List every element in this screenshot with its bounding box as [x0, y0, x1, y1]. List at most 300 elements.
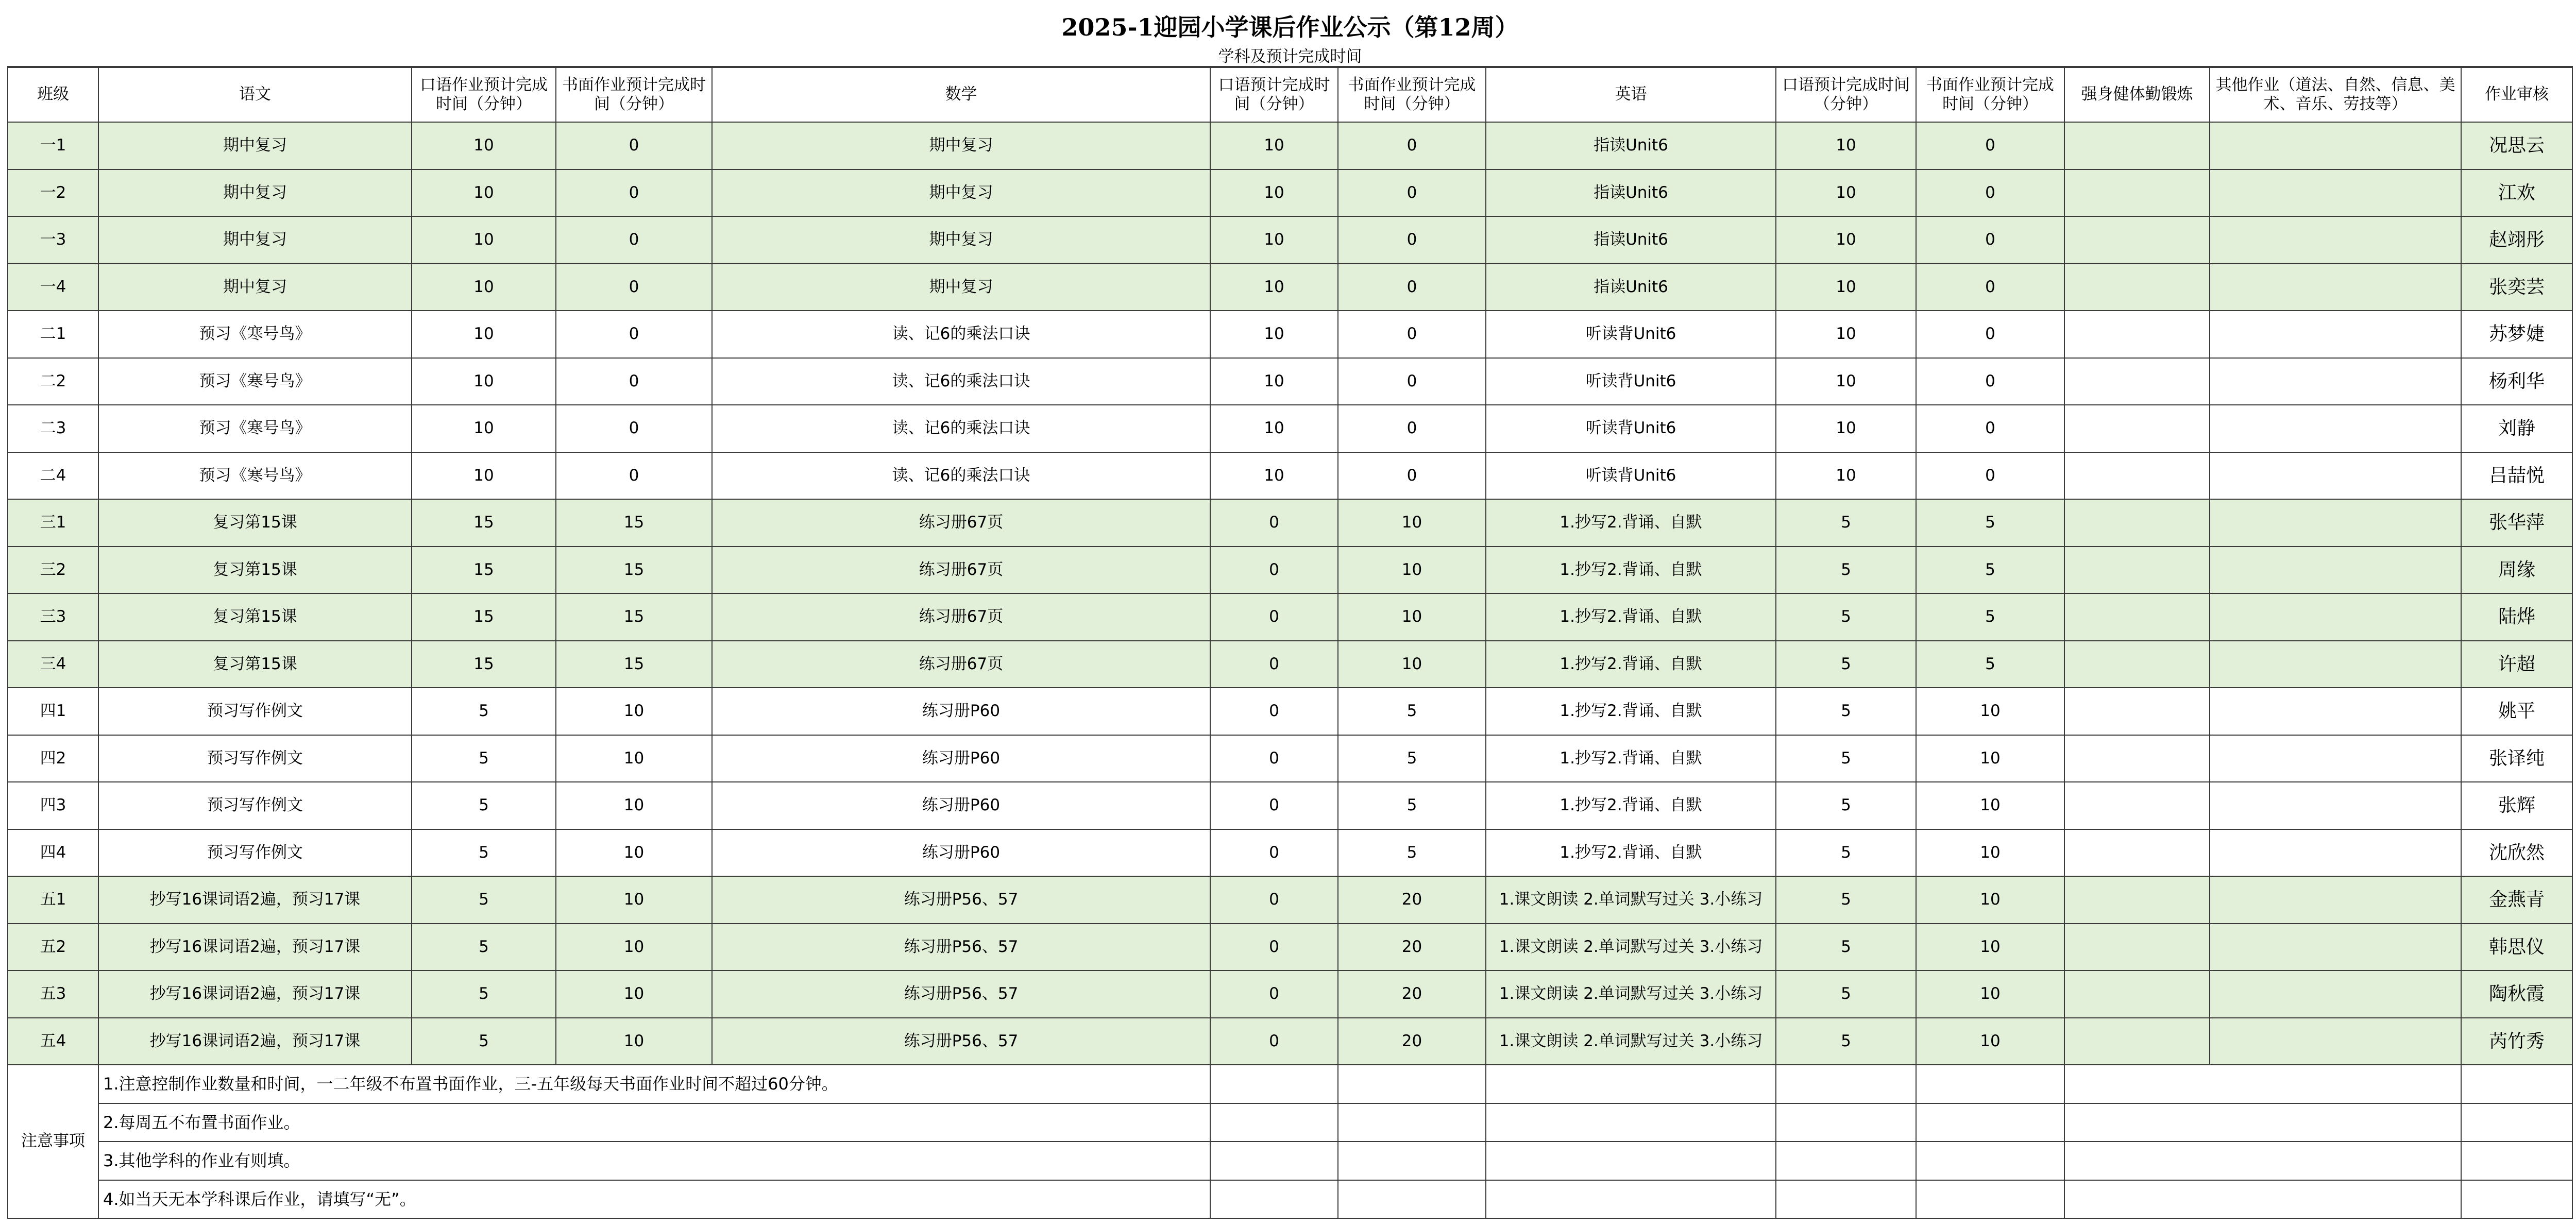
homework-cell[interactable] [2210, 877, 2462, 924]
minutes-cell[interactable]: 10 [556, 877, 713, 924]
minutes-cell[interactable]: 5 [1776, 924, 1917, 972]
homework-cell[interactable] [2065, 594, 2210, 641]
note-text: 4.如当天无本学科课后作业，请填写“无”。 [99, 1181, 1211, 1219]
homework-cell[interactable]: 练习册P56、57 [713, 877, 1211, 924]
empty-cell[interactable] [1486, 1104, 1776, 1143]
homework-cell[interactable] [2210, 971, 2462, 1018]
minutes-cell[interactable]: 10 [1776, 359, 1917, 406]
empty-cell[interactable] [1776, 1104, 1917, 1143]
homework-cell[interactable] [2065, 217, 2210, 264]
minutes-cell[interactable]: 10 [412, 359, 556, 406]
minutes-cell[interactable]: 10 [412, 405, 556, 453]
minutes-cell[interactable]: 5 [1338, 830, 1486, 877]
homework-cell[interactable]: 期中复习 [713, 264, 1211, 312]
reviewer-cell[interactable]: 江欢 [2462, 170, 2573, 217]
homework-cell[interactable]: 预习《寒号鸟》 [99, 453, 412, 500]
homework-cell[interactable] [2210, 500, 2462, 547]
class-name-cell[interactable]: 四1 [7, 688, 99, 736]
homework-cell[interactable]: 期中复习 [713, 217, 1211, 264]
class-name-cell[interactable]: 二4 [7, 453, 99, 500]
minutes-cell[interactable]: 0 [1338, 123, 1486, 170]
minutes-cell[interactable]: 5 [1917, 594, 2065, 641]
homework-cell[interactable] [2210, 688, 2462, 736]
homework-cell[interactable]: 期中复习 [713, 123, 1211, 170]
minutes-cell[interactable]: 10 [1776, 264, 1917, 312]
minutes-cell[interactable]: 10 [556, 971, 713, 1018]
reviewer-cell[interactable]: 陆烨 [2462, 594, 2573, 641]
homework-cell[interactable]: 预习《寒号鸟》 [99, 359, 412, 406]
minutes-cell[interactable]: 10 [1211, 359, 1338, 406]
minutes-cell[interactable]: 0 [1338, 405, 1486, 453]
homework-cell[interactable]: 指读Unit6 [1486, 217, 1776, 264]
empty-cell[interactable] [1338, 1104, 1486, 1143]
minutes-cell[interactable]: 10 [1776, 311, 1917, 359]
minutes-cell[interactable]: 10 [1338, 547, 1486, 594]
reviewer-cell[interactable]: 周缘 [2462, 547, 2573, 594]
homework-cell[interactable] [2065, 924, 2210, 972]
homework-cell[interactable] [2210, 217, 2462, 264]
minutes-cell[interactable]: 0 [1211, 1018, 1338, 1066]
note-text: 1.注意控制作业数量和时间，一二年级不布置书面作业，三-五年级每天书面作业时间不超过60分钟。 [99, 1065, 1211, 1104]
homework-cell[interactable] [2210, 924, 2462, 972]
minutes-cell[interactable]: 10 [556, 736, 713, 783]
homework-cell[interactable]: 预习《寒号鸟》 [99, 405, 412, 453]
minutes-cell[interactable]: 5 [1776, 736, 1917, 783]
class-name-cell[interactable]: 四2 [7, 736, 99, 783]
minutes-cell[interactable]: 15 [412, 641, 556, 689]
homework-cell[interactable] [2065, 311, 2210, 359]
homework-cell[interactable]: 练习册P56、57 [713, 1018, 1211, 1066]
minutes-cell[interactable]: 15 [556, 594, 713, 641]
reviewer-cell[interactable]: 苏梦婕 [2462, 311, 2573, 359]
minutes-cell[interactable]: 0 [1211, 594, 1338, 641]
homework-cell[interactable]: 读、记6的乘法口诀 [713, 359, 1211, 406]
minutes-cell[interactable]: 10 [1211, 123, 1338, 170]
minutes-cell[interactable]: 5 [412, 924, 556, 972]
column-header: 口语预计完成时间（分钟） [1776, 67, 1917, 123]
homework-cell[interactable]: 1.抄写2.背诵、自默 [1486, 547, 1776, 594]
homework-cell[interactable] [2065, 688, 2210, 736]
minutes-cell[interactable]: 10 [1211, 264, 1338, 312]
homework-cell[interactable]: 预习写作例文 [99, 688, 412, 736]
reviewer-cell[interactable]: 张奕芸 [2462, 264, 2573, 312]
homework-cell[interactable]: 期中复习 [99, 264, 412, 312]
minutes-cell[interactable]: 5 [1917, 547, 2065, 594]
reviewer-cell[interactable]: 韩思仪 [2462, 924, 2573, 972]
homework-cell[interactable] [2210, 641, 2462, 689]
empty-cell[interactable] [2065, 1181, 2462, 1219]
class-name-cell[interactable]: 五1 [7, 877, 99, 924]
minutes-cell[interactable]: 10 [1211, 217, 1338, 264]
minutes-cell[interactable]: 15 [556, 500, 713, 547]
class-name-cell[interactable]: 四3 [7, 782, 99, 830]
homework-cell[interactable]: 预习写作例文 [99, 782, 412, 830]
homework-cell[interactable] [2210, 170, 2462, 217]
homework-cell[interactable] [2210, 547, 2462, 594]
minutes-cell[interactable]: 0 [1211, 924, 1338, 972]
minutes-cell[interactable]: 10 [1776, 170, 1917, 217]
minutes-cell[interactable]: 0 [1917, 311, 2065, 359]
homework-cell[interactable]: 抄写16课词语2遍，预习17课 [99, 971, 412, 1018]
empty-cell[interactable] [2462, 1181, 2573, 1219]
homework-cell[interactable]: 预习《寒号鸟》 [99, 311, 412, 359]
reviewer-cell[interactable]: 张华萍 [2462, 500, 2573, 547]
homework-cell[interactable]: 练习册67页 [713, 500, 1211, 547]
homework-cell[interactable]: 指读Unit6 [1486, 264, 1776, 312]
minutes-cell[interactable]: 10 [1776, 405, 1917, 453]
minutes-cell[interactable]: 5 [1917, 500, 2065, 547]
homework-cell[interactable] [2065, 170, 2210, 217]
minutes-cell[interactable]: 5 [412, 736, 556, 783]
minutes-cell[interactable]: 10 [412, 217, 556, 264]
homework-cell[interactable]: 练习册P60 [713, 736, 1211, 783]
minutes-cell[interactable]: 0 [1211, 736, 1338, 783]
minutes-cell[interactable]: 10 [1917, 1018, 2065, 1066]
minutes-cell[interactable]: 0 [1338, 264, 1486, 312]
homework-cell[interactable]: 1.抄写2.背诵、自默 [1486, 830, 1776, 877]
homework-cell[interactable] [2065, 123, 2210, 170]
reviewer-cell[interactable]: 况思云 [2462, 123, 2573, 170]
homework-cell[interactable] [2065, 1018, 2210, 1066]
minutes-cell[interactable]: 10 [1338, 594, 1486, 641]
homework-cell[interactable]: 1.抄写2.背诵、自默 [1486, 594, 1776, 641]
homework-cell[interactable]: 练习册P56、57 [713, 971, 1211, 1018]
minutes-cell[interactable]: 10 [556, 924, 713, 972]
homework-cell[interactable]: 预习写作例文 [99, 736, 412, 783]
minutes-cell[interactable]: 10 [556, 830, 713, 877]
class-name-cell[interactable]: 五2 [7, 924, 99, 972]
minutes-cell[interactable]: 10 [1338, 500, 1486, 547]
reviewer-cell[interactable]: 芮竹秀 [2462, 1018, 2573, 1066]
homework-cell[interactable]: 听读背Unit6 [1486, 453, 1776, 500]
minutes-cell[interactable]: 10 [1917, 971, 2065, 1018]
homework-cell[interactable] [2210, 736, 2462, 783]
homework-cell[interactable]: 复习第15课 [99, 547, 412, 594]
minutes-cell[interactable]: 0 [1338, 311, 1486, 359]
minutes-cell[interactable]: 20 [1338, 924, 1486, 972]
homework-cell[interactable]: 读、记6的乘法口诀 [713, 453, 1211, 500]
homework-cell[interactable]: 抄写16课词语2遍，预习17课 [99, 877, 412, 924]
empty-cell[interactable] [1917, 1142, 2065, 1181]
minutes-cell[interactable]: 0 [1211, 782, 1338, 830]
homework-cell[interactable]: 抄写16课词语2遍，预习17课 [99, 1018, 412, 1066]
homework-cell[interactable] [2065, 736, 2210, 783]
homework-cell[interactable]: 1.课文朗读 2.单词默写过关 3.小练习 [1486, 877, 1776, 924]
class-name-cell[interactable]: 一2 [7, 170, 99, 217]
column-header: 口语作业预计完成时间（分钟） [412, 67, 556, 123]
minutes-cell[interactable]: 15 [412, 547, 556, 594]
homework-cell[interactable] [2065, 641, 2210, 689]
reviewer-cell[interactable]: 金燕青 [2462, 877, 2573, 924]
minutes-cell[interactable]: 10 [1917, 830, 2065, 877]
minutes-cell[interactable]: 0 [556, 264, 713, 312]
empty-cell[interactable] [1211, 1142, 1338, 1181]
homework-cell[interactable]: 期中复习 [713, 170, 1211, 217]
empty-cell[interactable] [1776, 1142, 1917, 1181]
homework-cell[interactable]: 复习第15课 [99, 500, 412, 547]
minutes-cell[interactable]: 0 [1917, 123, 2065, 170]
empty-cell[interactable] [2065, 1065, 2462, 1104]
minutes-cell[interactable]: 10 [556, 688, 713, 736]
reviewer-cell[interactable]: 赵翊彤 [2462, 217, 2573, 264]
homework-cell[interactable]: 复习第15课 [99, 594, 412, 641]
class-name-cell[interactable]: 三2 [7, 547, 99, 594]
class-name-cell[interactable]: 一1 [7, 123, 99, 170]
minutes-cell[interactable]: 10 [412, 264, 556, 312]
column-header: 作业审核 [2462, 67, 2573, 123]
column-header: 强身健体勤锻炼 [2065, 67, 2210, 123]
minutes-cell[interactable]: 5 [412, 782, 556, 830]
minutes-cell[interactable]: 0 [1211, 547, 1338, 594]
reviewer-cell[interactable]: 沈欣然 [2462, 830, 2573, 877]
empty-cell[interactable] [1211, 1104, 1338, 1143]
minutes-cell[interactable]: 0 [556, 217, 713, 264]
column-header: 数学 [713, 67, 1211, 123]
minutes-cell[interactable]: 5 [412, 971, 556, 1018]
class-name-cell[interactable]: 二2 [7, 359, 99, 406]
minutes-cell[interactable]: 0 [1211, 688, 1338, 736]
minutes-cell[interactable]: 10 [412, 453, 556, 500]
homework-cell[interactable] [2210, 830, 2462, 877]
minutes-cell[interactable]: 10 [412, 311, 556, 359]
homework-cell[interactable] [2210, 359, 2462, 406]
minutes-cell[interactable]: 5 [1338, 736, 1486, 783]
homework-cell[interactable]: 练习册67页 [713, 641, 1211, 689]
homework-cell[interactable]: 练习册P60 [713, 830, 1211, 877]
homework-cell[interactable]: 1.课文朗读 2.单词默写过关 3.小练习 [1486, 924, 1776, 972]
minutes-cell[interactable]: 5 [412, 877, 556, 924]
reviewer-cell[interactable]: 刘静 [2462, 405, 2573, 453]
minutes-cell[interactable]: 10 [1917, 688, 2065, 736]
empty-cell[interactable] [1917, 1104, 2065, 1143]
minutes-cell[interactable]: 20 [1338, 1018, 1486, 1066]
minutes-cell[interactable]: 15 [556, 641, 713, 689]
reviewer-cell[interactable]: 姚平 [2462, 688, 2573, 736]
minutes-cell[interactable]: 5 [412, 1018, 556, 1066]
minutes-cell[interactable]: 15 [556, 547, 713, 594]
empty-cell[interactable] [1211, 1181, 1338, 1219]
minutes-cell[interactable]: 10 [1776, 453, 1917, 500]
minutes-cell[interactable]: 5 [412, 830, 556, 877]
note-text: 2.每周五不布置书面作业。 [99, 1104, 1211, 1143]
minutes-cell[interactable]: 10 [1917, 924, 2065, 972]
empty-cell[interactable] [1917, 1065, 2065, 1104]
class-name-cell[interactable]: 一3 [7, 217, 99, 264]
minutes-cell[interactable]: 5 [1776, 594, 1917, 641]
empty-cell[interactable] [1776, 1181, 1917, 1219]
homework-cell[interactable]: 听读背Unit6 [1486, 311, 1776, 359]
homework-cell[interactable]: 读、记6的乘法口诀 [713, 405, 1211, 453]
empty-cell[interactable] [2462, 1142, 2573, 1181]
class-name-cell[interactable]: 五3 [7, 971, 99, 1018]
homework-cell[interactable] [2210, 594, 2462, 641]
minutes-cell[interactable]: 0 [1917, 405, 2065, 453]
minutes-cell[interactable]: 5 [1776, 971, 1917, 1018]
minutes-cell[interactable]: 0 [1211, 877, 1338, 924]
minutes-cell[interactable]: 10 [1211, 405, 1338, 453]
minutes-cell[interactable]: 5 [1776, 500, 1917, 547]
empty-cell[interactable] [1486, 1142, 1776, 1181]
homework-cell[interactable] [2210, 453, 2462, 500]
empty-cell[interactable] [1917, 1181, 2065, 1219]
reviewer-cell[interactable]: 许超 [2462, 641, 2573, 689]
reviewer-cell[interactable]: 陶秋霞 [2462, 971, 2573, 1018]
minutes-cell[interactable]: 0 [1917, 264, 2065, 312]
minutes-cell[interactable]: 10 [1338, 641, 1486, 689]
homework-cell[interactable] [2210, 123, 2462, 170]
homework-cell[interactable]: 1.抄写2.背诵、自默 [1486, 688, 1776, 736]
column-header: 其他作业（道法、自然、信息、美术、音乐、劳技等） [2210, 67, 2462, 123]
class-name-cell[interactable]: 五4 [7, 1018, 99, 1066]
homework-cell[interactable]: 练习册67页 [713, 547, 1211, 594]
minutes-cell[interactable]: 10 [1776, 217, 1917, 264]
homework-cell[interactable]: 练习册P56、57 [713, 924, 1211, 972]
minutes-cell[interactable]: 0 [1338, 453, 1486, 500]
homework-cell[interactable] [2210, 405, 2462, 453]
class-name-cell[interactable]: 二1 [7, 311, 99, 359]
minutes-cell[interactable]: 5 [1776, 547, 1917, 594]
minutes-cell[interactable]: 5 [1338, 688, 1486, 736]
minutes-cell[interactable]: 0 [1917, 170, 2065, 217]
minutes-cell[interactable]: 0 [556, 170, 713, 217]
homework-cell[interactable]: 1.抄写2.背诵、自默 [1486, 500, 1776, 547]
minutes-cell[interactable]: 15 [412, 500, 556, 547]
reviewer-cell[interactable]: 张辉 [2462, 782, 2573, 830]
homework-cell[interactable]: 1.课文朗读 2.单词默写过关 3.小练习 [1486, 1018, 1776, 1066]
homework-cell[interactable]: 练习册67页 [713, 594, 1211, 641]
minutes-cell[interactable]: 10 [1211, 170, 1338, 217]
minutes-cell[interactable]: 0 [1338, 217, 1486, 264]
minutes-cell[interactable]: 10 [556, 1018, 713, 1066]
class-name-cell[interactable]: 四4 [7, 830, 99, 877]
homework-cell[interactable]: 听读背Unit6 [1486, 405, 1776, 453]
homework-cell[interactable]: 复习第15课 [99, 641, 412, 689]
minutes-cell[interactable]: 5 [412, 688, 556, 736]
minutes-cell[interactable]: 20 [1338, 877, 1486, 924]
minutes-cell[interactable]: 0 [1338, 359, 1486, 406]
minutes-cell[interactable]: 15 [412, 594, 556, 641]
reviewer-cell[interactable]: 张译纯 [2462, 736, 2573, 783]
minutes-cell[interactable]: 5 [1776, 782, 1917, 830]
empty-cell[interactable] [2065, 1142, 2462, 1181]
empty-cell[interactable] [1338, 1181, 1486, 1219]
homework-cell[interactable]: 期中复习 [99, 170, 412, 217]
minutes-cell[interactable]: 0 [1338, 170, 1486, 217]
minutes-cell[interactable]: 0 [1211, 641, 1338, 689]
empty-cell[interactable] [2065, 1104, 2462, 1143]
homework-cell[interactable]: 听读背Unit6 [1486, 359, 1776, 406]
homework-cell[interactable] [2065, 547, 2210, 594]
minutes-cell[interactable]: 10 [1211, 311, 1338, 359]
minutes-cell[interactable]: 5 [1776, 688, 1917, 736]
empty-cell[interactable] [2462, 1065, 2573, 1104]
column-header: 书面作业预计完成时间（分钟） [1917, 67, 2065, 123]
homework-cell[interactable] [2210, 264, 2462, 312]
minutes-cell[interactable]: 20 [1338, 971, 1486, 1018]
minutes-cell[interactable]: 10 [1776, 123, 1917, 170]
homework-cell[interactable]: 期中复习 [99, 217, 412, 264]
homework-cell[interactable]: 练习册P60 [713, 688, 1211, 736]
homework-cell[interactable]: 指读Unit6 [1486, 170, 1776, 217]
minutes-cell[interactable]: 0 [1211, 971, 1338, 1018]
minutes-cell[interactable]: 10 [412, 170, 556, 217]
minutes-cell[interactable]: 0 [1917, 453, 2065, 500]
empty-cell[interactable] [1338, 1142, 1486, 1181]
class-name-cell[interactable]: 一4 [7, 264, 99, 312]
homework-cell[interactable]: 抄写16课词语2遍，预习17课 [99, 924, 412, 972]
minutes-cell[interactable]: 0 [556, 359, 713, 406]
minutes-cell[interactable]: 10 [1917, 782, 2065, 830]
class-name-cell[interactable]: 二3 [7, 405, 99, 453]
homework-cell[interactable]: 练习册P60 [713, 782, 1211, 830]
minutes-cell[interactable]: 0 [1211, 500, 1338, 547]
homework-cell[interactable]: 读、记6的乘法口诀 [713, 311, 1211, 359]
minutes-cell[interactable]: 0 [556, 405, 713, 453]
class-name-cell[interactable]: 三4 [7, 641, 99, 689]
homework-cell[interactable] [2065, 405, 2210, 453]
minutes-cell[interactable]: 5 [1776, 641, 1917, 689]
homework-cell[interactable] [2210, 1018, 2462, 1066]
reviewer-cell[interactable]: 杨利华 [2462, 359, 2573, 406]
minutes-cell[interactable]: 10 [412, 123, 556, 170]
empty-cell[interactable] [1776, 1065, 1917, 1104]
homework-cell[interactable] [2065, 453, 2210, 500]
empty-cell[interactable] [1486, 1181, 1776, 1219]
empty-cell[interactable] [1486, 1065, 1776, 1104]
minutes-cell[interactable]: 0 [556, 453, 713, 500]
minutes-cell[interactable]: 0 [556, 311, 713, 359]
homework-cell[interactable]: 1.课文朗读 2.单词默写过关 3.小练习 [1486, 971, 1776, 1018]
homework-cell[interactable]: 1.抄写2.背诵、自默 [1486, 782, 1776, 830]
homework-cell[interactable] [2065, 500, 2210, 547]
homework-cell[interactable] [2065, 782, 2210, 830]
column-header: 班级 [7, 67, 99, 123]
empty-cell[interactable] [1211, 1065, 1338, 1104]
minutes-cell[interactable]: 10 [1917, 877, 2065, 924]
empty-cell[interactable] [2462, 1104, 2573, 1143]
minutes-cell[interactable]: 5 [1338, 782, 1486, 830]
homework-cell[interactable]: 期中复习 [99, 123, 412, 170]
class-name-cell[interactable]: 三3 [7, 594, 99, 641]
minutes-cell[interactable]: 0 [1917, 359, 2065, 406]
minutes-cell[interactable]: 10 [556, 782, 713, 830]
minutes-cell[interactable]: 10 [1917, 736, 2065, 783]
homework-cell[interactable] [2065, 830, 2210, 877]
minutes-cell[interactable]: 10 [1211, 453, 1338, 500]
empty-cell[interactable] [1338, 1065, 1486, 1104]
homework-cell[interactable]: 预习写作例文 [99, 830, 412, 877]
homework-cell[interactable] [2065, 971, 2210, 1018]
homework-cell[interactable]: 1.抄写2.背诵、自默 [1486, 641, 1776, 689]
column-header: 书面作业预计完成时间（分钟） [1338, 67, 1486, 123]
homework-cell[interactable] [2210, 782, 2462, 830]
class-name-cell[interactable]: 三1 [7, 500, 99, 547]
homework-cell[interactable] [2065, 877, 2210, 924]
minutes-cell[interactable]: 0 [1917, 217, 2065, 264]
minutes-cell[interactable]: 5 [1917, 641, 2065, 689]
minutes-cell[interactable]: 0 [556, 123, 713, 170]
homework-cell[interactable] [2065, 264, 2210, 312]
homework-cell[interactable] [2065, 359, 2210, 406]
minutes-cell[interactable]: 5 [1776, 877, 1917, 924]
minutes-cell[interactable]: 0 [1211, 830, 1338, 877]
homework-cell[interactable]: 指读Unit6 [1486, 123, 1776, 170]
homework-cell[interactable] [2210, 311, 2462, 359]
reviewer-cell[interactable]: 吕喆悦 [2462, 453, 2573, 500]
minutes-cell[interactable]: 5 [1776, 830, 1917, 877]
minutes-cell[interactable]: 5 [1776, 1018, 1917, 1066]
homework-cell[interactable]: 1.抄写2.背诵、自默 [1486, 736, 1776, 783]
